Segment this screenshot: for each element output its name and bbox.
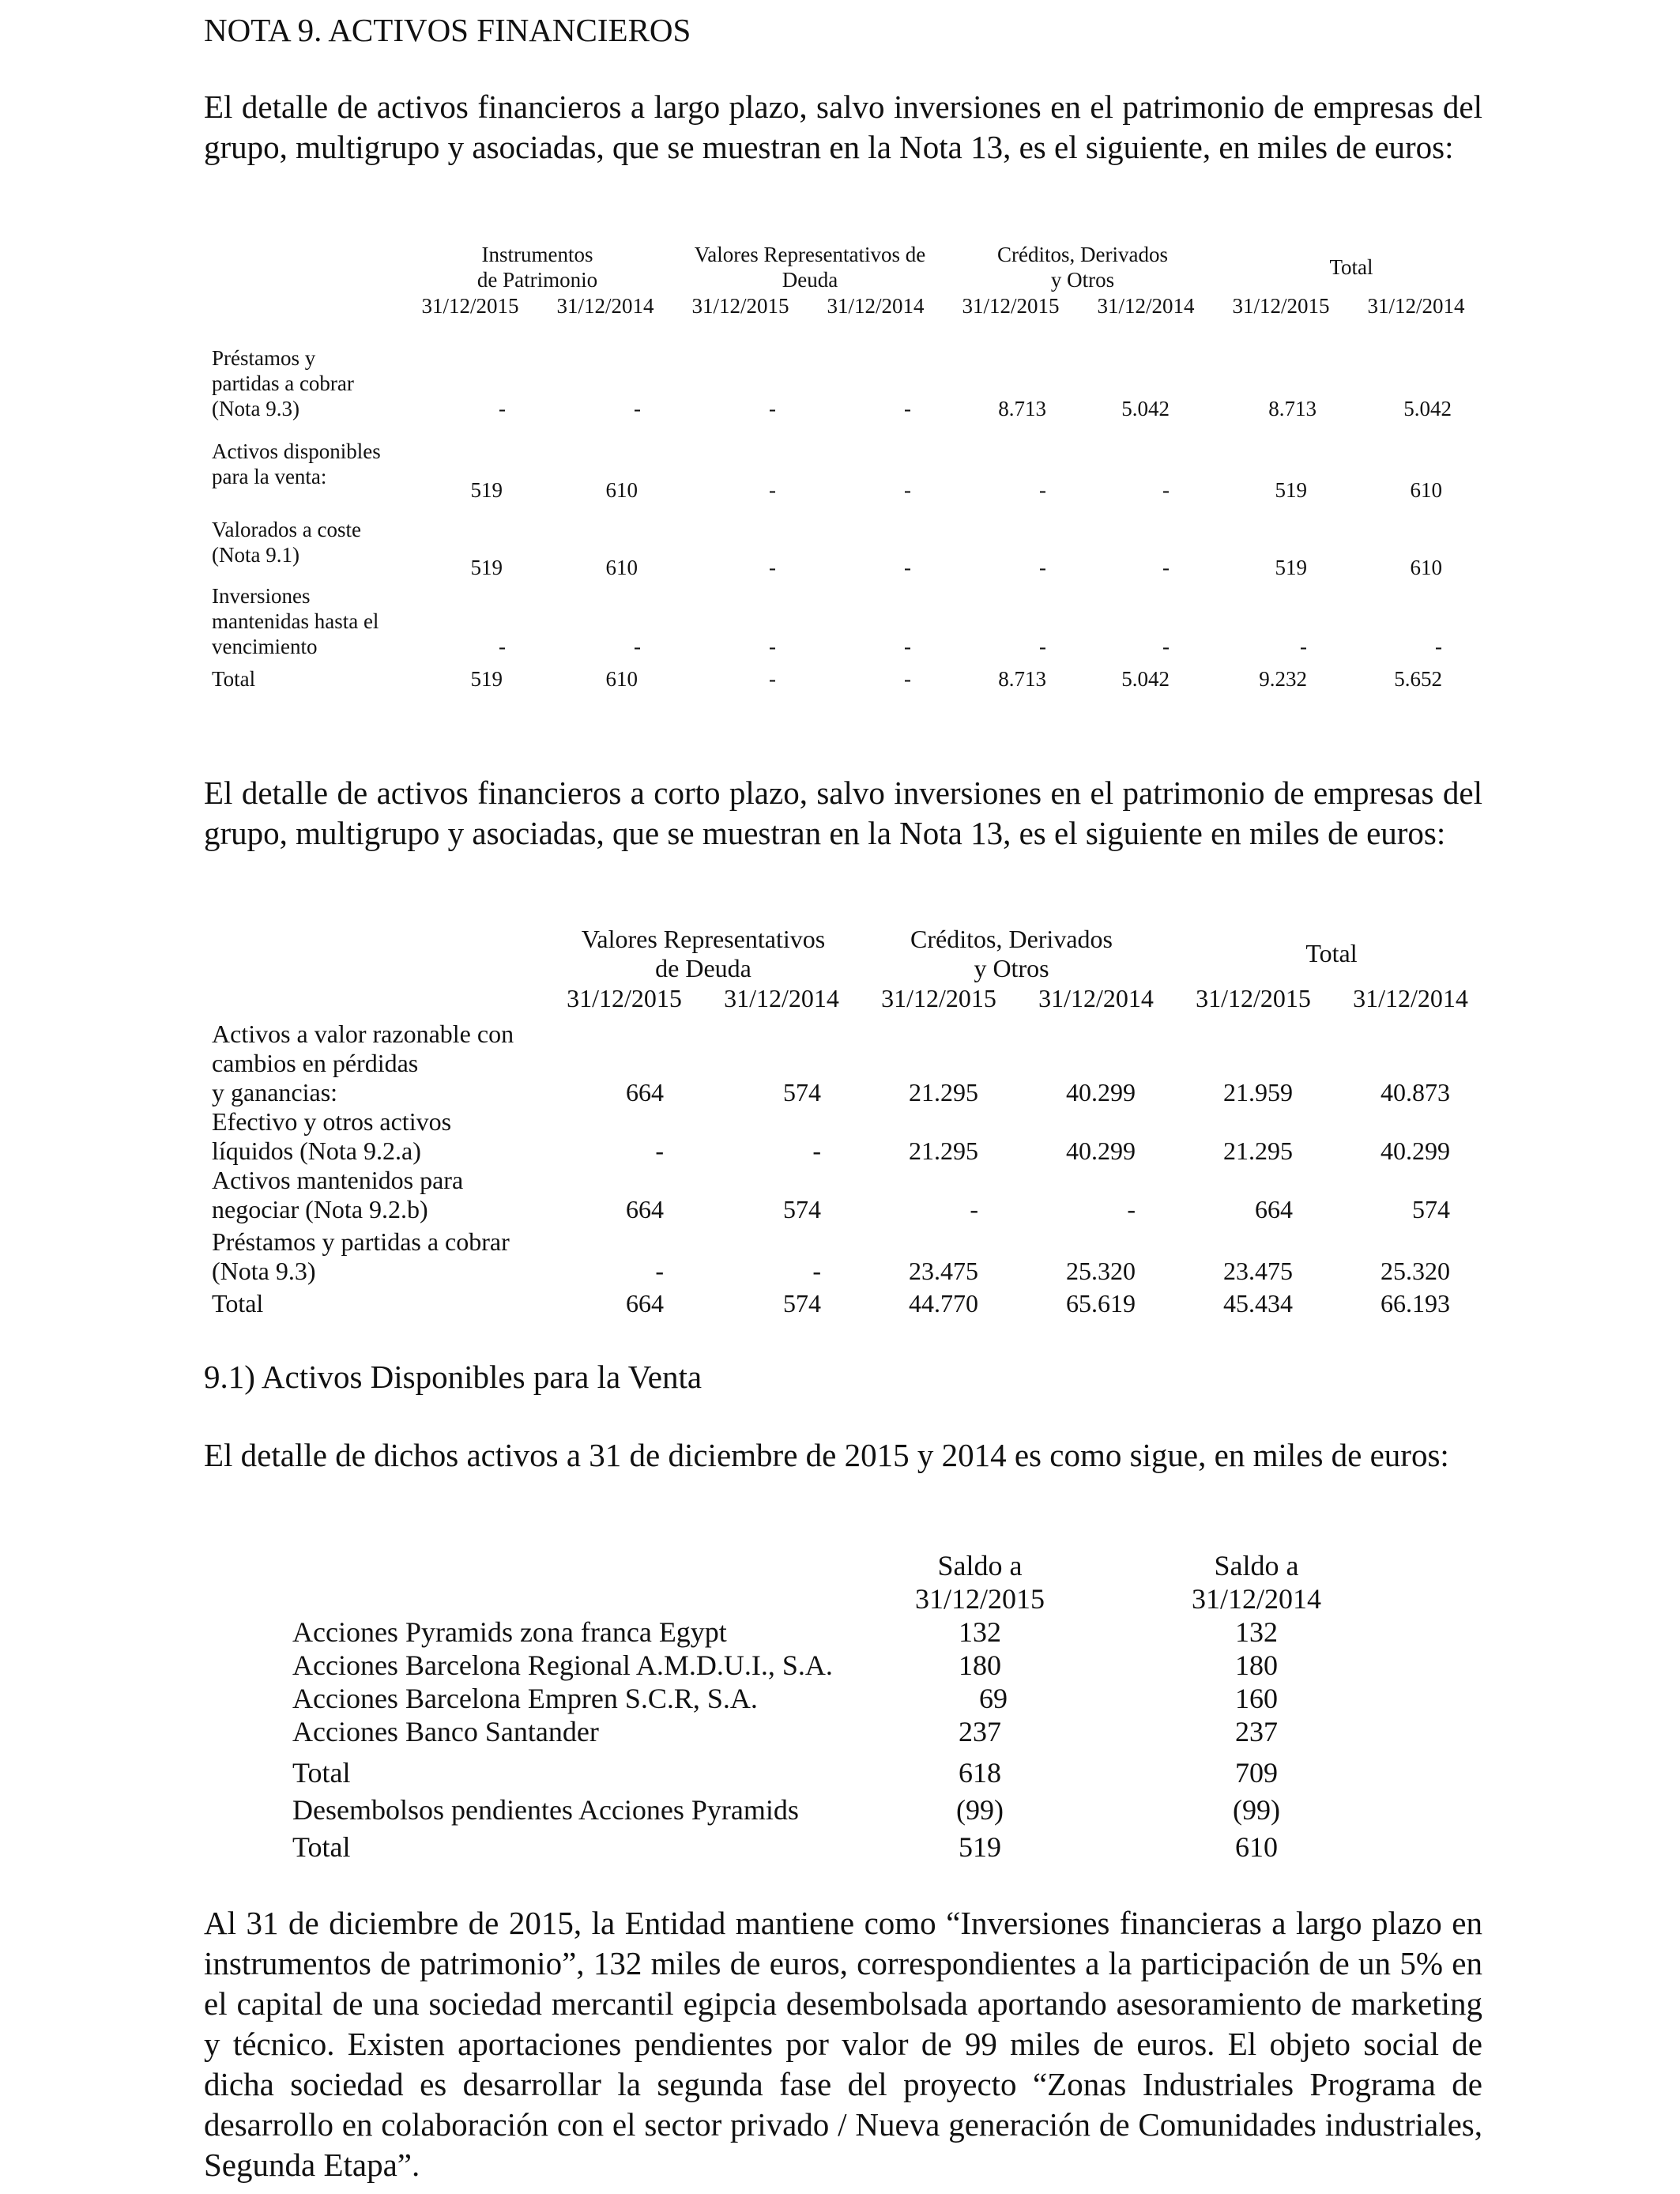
t1-cell: -: [904, 667, 911, 691]
closing-paragraph: Al 31 de diciembre de 2015, la Entidad mantiene como “Inversiones financieras a largo plazo en instrumentos de patrimonio”, 132 miles de euros, correspondientes a la participación de un 5% en el capital de una sociedad mercantil egipcia desembolsada aportando asesoramiento de marketing y técnico. Existen aportaciones pendientes por valor de 99 miles de euros. El objeto social de dicha sociedad es desarrollar la segunda fase del proyecto “Zonas Industriales Programa de desarrollo en colaboración con el sector privado / Nueva generación de Comunidades industriales, Segunda Etapa”.: [204, 1905, 1482, 2183]
t1-cell: -: [769, 397, 776, 420]
t1-date-header: 31/12/2015: [1232, 294, 1330, 318]
t1-date-header: 31/12/2015: [962, 294, 1060, 318]
afs-row-label: Total: [292, 1831, 351, 1863]
afs-cell: 709: [1235, 1757, 1278, 1789]
t2-cell: 574: [783, 1195, 821, 1223]
t2-cell: 574: [1412, 1195, 1450, 1223]
t2-row-label: Total: [212, 1289, 264, 1318]
t2-row-label: Activos mantenidos para negociar (Nota 9.2.b): [212, 1166, 464, 1223]
t2-cell: 65.619: [1066, 1289, 1136, 1318]
t1-cell: 9.232: [1259, 667, 1307, 691]
t1-date-header: 31/12/2014: [1097, 294, 1195, 318]
t2-group-header: Total: [1305, 939, 1358, 967]
t1-cell: -: [1039, 635, 1046, 658]
t1-cell: 610: [605, 667, 638, 691]
t2-cell: 664: [626, 1289, 664, 1318]
t2-cell: -: [812, 1137, 821, 1165]
t1-date-header: 31/12/2015: [421, 294, 519, 318]
afs-row-label: Desembolsos pendientes Acciones Pyramids: [292, 1794, 799, 1826]
t1-cell: -: [904, 397, 911, 420]
t1-cell: 610: [605, 478, 638, 502]
t1-group-header: Créditos, Derivados y Otros: [997, 243, 1168, 292]
t1-cell: -: [1039, 556, 1046, 579]
t1-cell: 519: [1275, 478, 1307, 502]
t2-cell: 40.873: [1381, 1078, 1450, 1106]
t1-cell: 8.713: [1268, 397, 1317, 420]
t2-cell: 664: [626, 1195, 664, 1223]
t1-cell: 8.713: [998, 397, 1046, 420]
t1-cell: -: [499, 635, 506, 658]
t2-cell: 574: [783, 1289, 821, 1318]
t1-cell: -: [634, 397, 641, 420]
t2-cell: 66.193: [1381, 1289, 1450, 1318]
t1-row-label: Inversiones mantenidas hasta el vencimiento: [212, 584, 379, 658]
t2-row-label: Préstamos y partidas a cobrar (Nota 9.3): [212, 1227, 510, 1285]
t2-cell: 664: [1255, 1195, 1293, 1223]
t1-cell: -: [904, 556, 911, 579]
t2-cell: 25.320: [1381, 1257, 1450, 1285]
t1-cell: -: [1300, 635, 1307, 658]
t1-cell: -: [769, 478, 776, 502]
t1-cell: -: [904, 478, 911, 502]
t2-date-header: 31/12/2015: [1196, 984, 1311, 1012]
t1-cell: 5.042: [1121, 667, 1170, 691]
t2-cell: -: [655, 1137, 664, 1165]
t2-cell: 21.959: [1223, 1078, 1293, 1106]
t1-cell: -: [769, 556, 776, 579]
t2-cell: -: [1127, 1195, 1136, 1223]
afs-cell: 180: [959, 1649, 1001, 1681]
t1-row-label: Valorados a coste (Nota 9.1): [212, 518, 361, 567]
t1-group-header: Total: [1329, 255, 1373, 279]
t2-date-header: 31/12/2015: [881, 984, 996, 1012]
t1-cell: -: [634, 635, 641, 658]
t2-cell: 25.320: [1066, 1257, 1136, 1285]
section-heading: 9.1) Activos Disponibles para la Venta: [204, 1359, 703, 1395]
t2-cell: 21.295: [1223, 1137, 1293, 1165]
afs-cell: 237: [1235, 1716, 1278, 1747]
t1-row-label: Total: [212, 667, 256, 691]
t1-cell: 519: [470, 556, 503, 579]
t1-group-header: Instrumentos de Patrimonio: [477, 243, 598, 292]
t1-row-label: Préstamos y partidas a cobrar (Nota 9.3): [212, 346, 354, 420]
t2-cell: 664: [626, 1078, 664, 1106]
t2-cell: 40.299: [1066, 1078, 1136, 1106]
afs-cell: 180: [1235, 1649, 1278, 1681]
t1-date-header: 31/12/2014: [1367, 294, 1465, 318]
t2-cell: 40.299: [1066, 1137, 1136, 1165]
t1-cell: -: [1162, 556, 1170, 579]
t2-date-header: 31/12/2014: [1353, 984, 1468, 1012]
afs-col-header: Saldo a 31/12/2014: [1191, 1550, 1321, 1615]
t2-group-header: Créditos, Derivados y Otros: [910, 925, 1113, 982]
t2-cell: 21.295: [909, 1137, 978, 1165]
t1-cell: 610: [605, 556, 638, 579]
t1-cell: 5.652: [1394, 667, 1442, 691]
t1-cell: 519: [470, 478, 503, 502]
afs-cell: 132: [1235, 1616, 1278, 1648]
t1-group-header: Valores Representativos de Deuda: [694, 243, 926, 292]
t2-cell: -: [970, 1195, 978, 1223]
t2-cell: 23.475: [1223, 1257, 1293, 1285]
t1-cell: 519: [470, 667, 503, 691]
afs-cell: 610: [1235, 1831, 1278, 1863]
afs-row-label: Acciones Banco Santander: [292, 1716, 599, 1747]
t2-cell: 21.295: [909, 1078, 978, 1106]
afs-cell: 237: [959, 1716, 1001, 1747]
afs-cell: 160: [1235, 1683, 1278, 1714]
t2-date-header: 31/12/2015: [567, 984, 682, 1012]
afs-row-label: Acciones Barcelona Regional A.M.D.U.I., S.A.: [292, 1649, 833, 1681]
afs-cell: (99): [956, 1794, 1004, 1826]
t2-date-header: 31/12/2014: [1038, 984, 1154, 1012]
afs-cell: 519: [959, 1831, 1001, 1863]
intro-long-term: El detalle de activos financieros a largo plazo, salvo inversiones en el patrimonio de empresas del grupo, multigrupo y asociadas, que se muestran en la Nota 13, es el siguiente, en miles de euros:: [204, 89, 1482, 165]
t1-cell: -: [769, 667, 776, 691]
t1-cell: -: [1162, 478, 1170, 502]
afs-col-header: Saldo a 31/12/2015: [914, 1550, 1045, 1615]
afs-cell: (99): [1233, 1794, 1280, 1826]
t1-cell: 519: [1275, 556, 1307, 579]
t1-row-label: Activos disponibles para la venta:: [212, 439, 381, 488]
t2-cell: 40.299: [1381, 1137, 1450, 1165]
intro-short-term: El detalle de activos financieros a corto plazo, salvo inversiones en el patrimonio de empresas del grupo, multigrupo y asociadas, que se muestran en la Nota 13, es el siguiente en miles de euros:: [204, 775, 1482, 851]
t2-date-header: 31/12/2014: [724, 984, 839, 1012]
t1-cell: 8.713: [998, 667, 1046, 691]
t1-cell: 610: [1410, 556, 1442, 579]
afs-row-label: Total: [292, 1757, 351, 1789]
t1-cell: 5.042: [1403, 397, 1452, 420]
t1-cell: -: [904, 635, 911, 658]
t2-cell: 574: [783, 1078, 821, 1106]
t2-cell: 45.434: [1223, 1289, 1293, 1318]
afs-row-label: Acciones Barcelona Empren S.C.R, S.A.: [292, 1683, 758, 1714]
t1-cell: -: [499, 397, 506, 420]
t1-date-header: 31/12/2014: [827, 294, 925, 318]
afs-row-label: Acciones Pyramids zona franca Egypt: [292, 1616, 727, 1648]
t1-cell: 5.042: [1121, 397, 1170, 420]
afs-cell: 618: [959, 1757, 1001, 1789]
t2-row-label: Efectivo y otros activos líquidos (Nota 9.2.a): [212, 1107, 452, 1165]
t2-row-label: Activos a valor razonable con cambios en pérdidas y ganancias:: [212, 1020, 514, 1106]
t2-group-header: Valores Representativos de Deuda: [581, 925, 826, 982]
t2-cell: -: [812, 1257, 821, 1285]
t2-cell: -: [655, 1257, 664, 1285]
t2-cell: 44.770: [909, 1289, 978, 1318]
t1-cell: -: [769, 635, 776, 658]
page-title: NOTA 9. ACTIVOS FINANCIEROS: [204, 12, 691, 48]
t2-cell: 23.475: [909, 1257, 978, 1285]
t1-date-header: 31/12/2014: [556, 294, 654, 318]
t1-cell: 610: [1410, 478, 1442, 502]
afs-cell: 132: [959, 1616, 1001, 1648]
section-intro: El detalle de dichos activos a 31 de diciembre de 2015 y 2014 es como sigue, en miles de euros:: [204, 1437, 1449, 1473]
t1-date-header: 31/12/2015: [691, 294, 789, 318]
afs-cell: 69: [979, 1683, 1008, 1714]
t1-cell: -: [1435, 635, 1442, 658]
t1-cell: -: [1039, 478, 1046, 502]
t1-cell: -: [1162, 635, 1170, 658]
